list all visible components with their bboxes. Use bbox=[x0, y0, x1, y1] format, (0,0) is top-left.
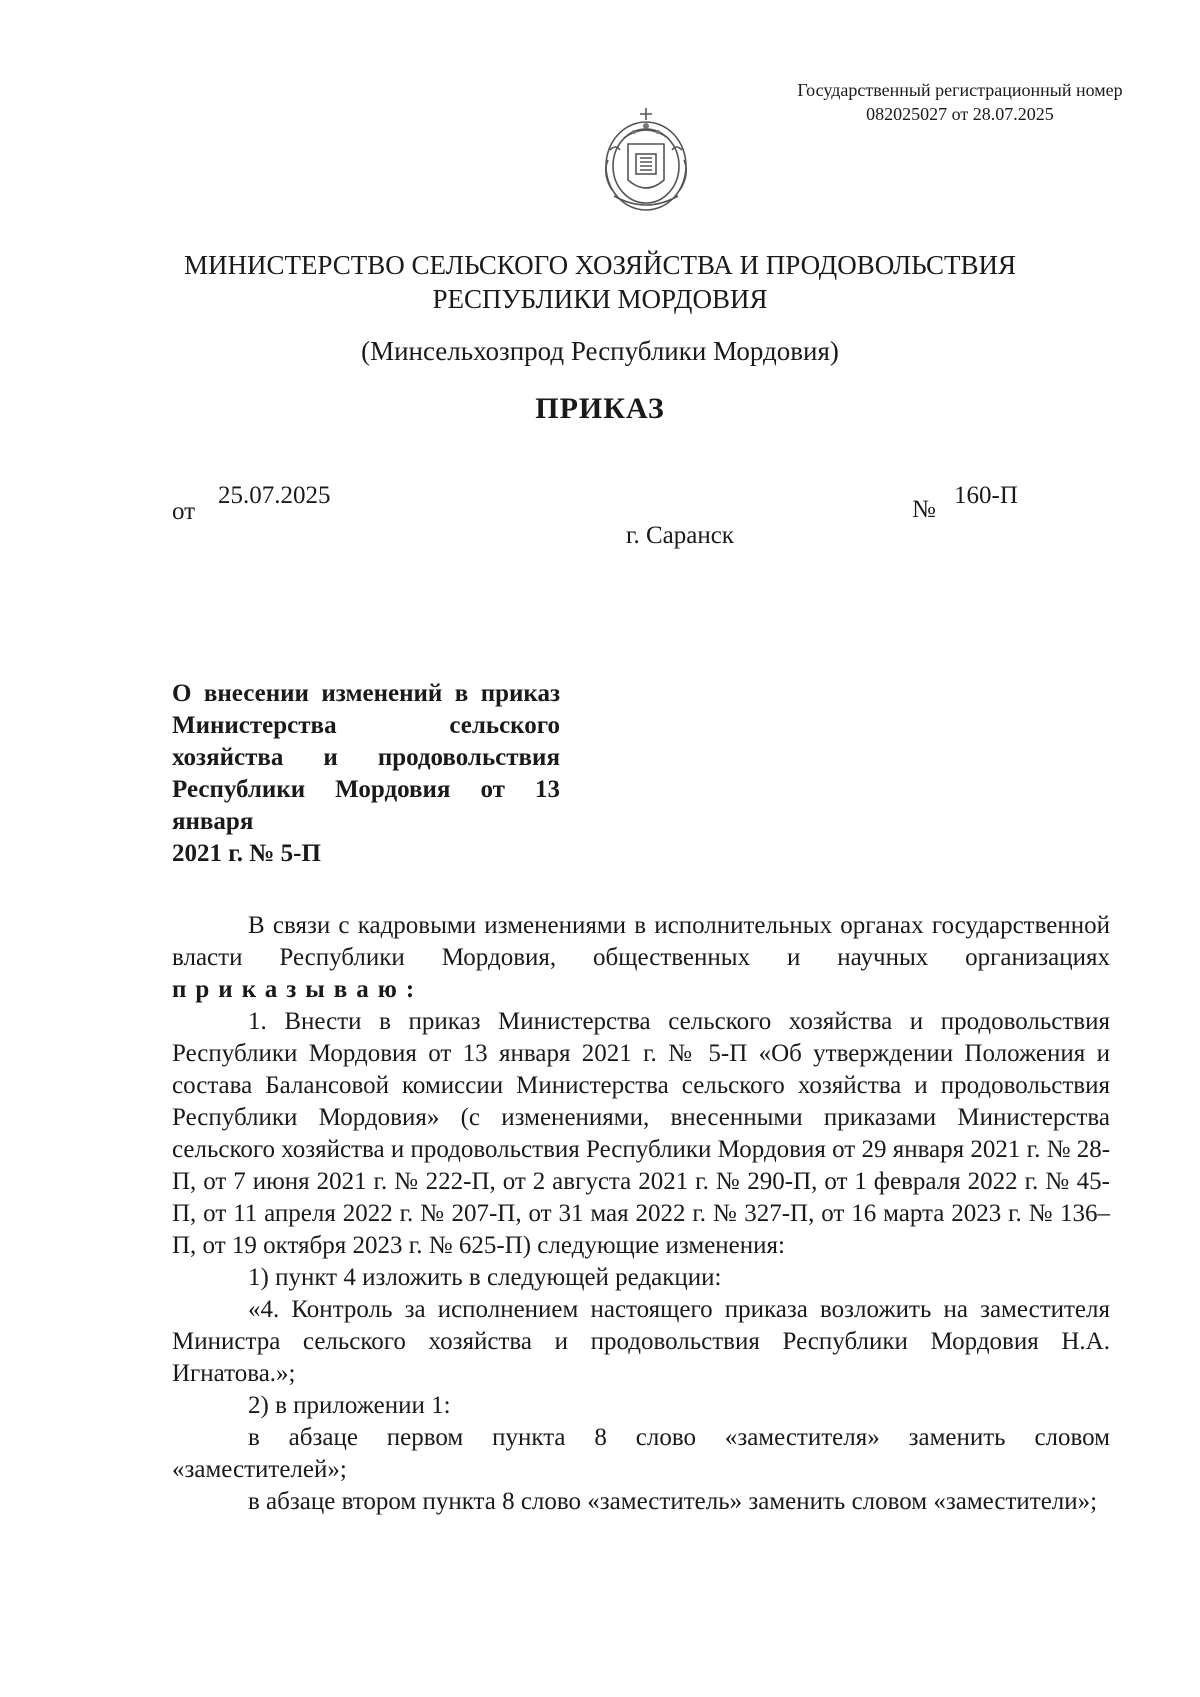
document-city: г. Саранск bbox=[626, 522, 734, 549]
coat-of-arms-icon bbox=[594, 104, 698, 216]
document-type: ПРИКАЗ bbox=[535, 392, 665, 425]
ministry-name bbox=[100, 248, 1100, 368]
registration-number bbox=[760, 78, 1160, 126]
subject-last-line: 2021 г. № 5-П bbox=[172, 840, 321, 867]
paragraph-item-1: 1. Внести в приказ Министерства сельского хозяйства и продовольствия Республики Мордовия от 13 января 2021 г. № 5-П «Об утверждении Положения и состава Балансовой комиссии Министерства сельского хозяйства и продовольствия Республики Мордовия» (с изменениями, внесенными приказами Министерства сельского хозяйства и продовольствия Республики Мордовия от 29 января 2021 г. № 28-П, от 7 июня 2021 г. № 222-П, от 2 августа 2021 г. № 290-П, от 1 февраля 2022 г. № 45-П, от 11 апреля 2022 г. № 207-П, от 31 мая 2022 г. № 327-П, от 16 марта 2023 г. № 136–П, от 19 октября 2023 г. № 625-П) следующие изменения: bbox=[172, 1008, 1111, 1259]
ministry-line-2: РЕСПУБЛИКИ МОРДОВИЯ bbox=[432, 284, 768, 314]
ministry-short-name: (Минсельхозпрод Республики Мордовия) bbox=[361, 336, 839, 366]
paragraph-new-clause-4: «4. Контроль за исполнением настоящего приказа возложить на заместителя Министра сельского хозяйства и продовольствия Республики Мордовия Н.А. Игнатова.»; bbox=[172, 1296, 1110, 1387]
paragraph-subitem-2: 2) в приложении 1: bbox=[248, 1392, 451, 1419]
subject-text: О внесении изменений в приказ Министерства сельского хозяйства и продовольствия Республики Мордовия от 13 января bbox=[172, 680, 560, 835]
number-prefix: № bbox=[912, 496, 936, 523]
registration-line-1: Государственный регистрационный номер bbox=[797, 80, 1123, 100]
order-colon: : bbox=[405, 976, 415, 1003]
document-number: 160-П bbox=[954, 482, 1018, 509]
document-subject bbox=[172, 678, 560, 870]
date-prefix: от bbox=[172, 498, 196, 525]
preamble-text: В связи с кадровыми изменениями в исполнительных органах государственной власти Республики Мордовия, общественных и научных организациях bbox=[172, 912, 1110, 971]
paragraph-preamble bbox=[172, 910, 1110, 1006]
ministry-line-1: МИНИСТЕРСТВО СЕЛЬСКОГО ХОЗЯЙСТВА И ПРОДОВОЛЬСТВИЯ bbox=[183, 250, 1017, 280]
registration-line-2: 082025027 от 28.07.2025 bbox=[866, 104, 1054, 124]
document-body bbox=[172, 910, 1110, 1518]
order-word: приказываю bbox=[172, 976, 406, 1003]
paragraph-change-1: в абзаце первом пункта 8 слово «заместителя» заменить словом «заместителей»; bbox=[172, 1424, 1110, 1483]
document-date: 25.07.2025 bbox=[218, 482, 331, 509]
paragraph-subitem-1: 1) пункт 4 изложить в следующей редакции: bbox=[248, 1264, 722, 1291]
paragraph-change-2: в абзаце втором пункта 8 слово «заместитель» заменить словом «заместители»; bbox=[248, 1488, 1098, 1515]
